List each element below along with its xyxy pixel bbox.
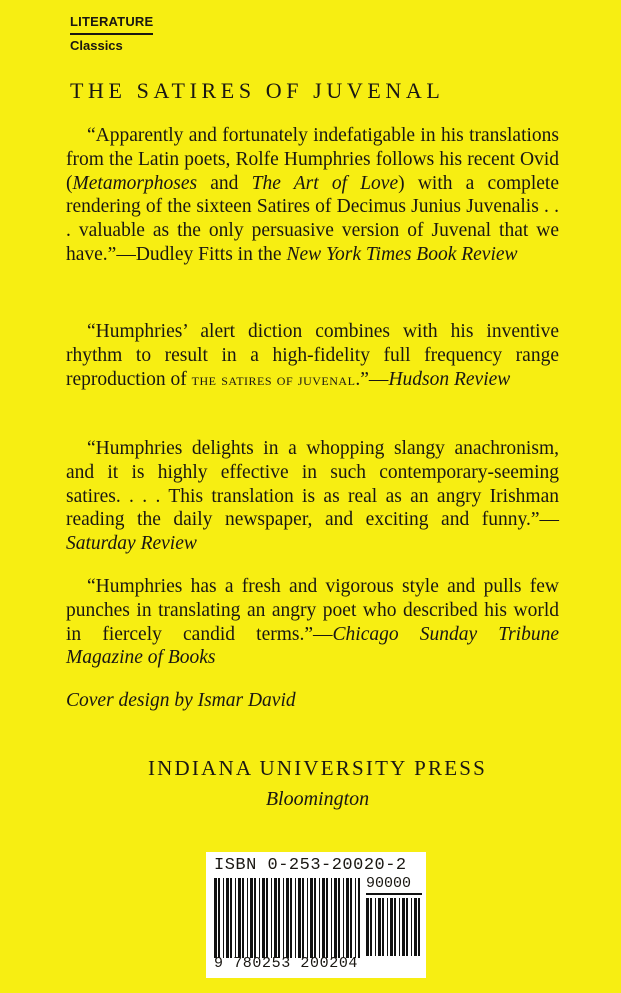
review-quote-1: “Apparently and fortunately indefatigable in his translations from the Latin poets, Rolfe Humphries follows his recent Ovid (Metamorphoses and The Art of Love) with a complete rendering of the sixteen Satires of Decimus Junius Juvenalis . . . valuable as the only persuasive version of Juvenal that we have.”—Dudley Fitts in the New York Times Book Review (66, 125, 560, 265)
barcode-bar (266, 878, 268, 958)
price-code: 90000 (366, 875, 412, 892)
cover-credit: Cover design by Ismar David (66, 690, 296, 711)
barcode-bar (254, 878, 256, 958)
barcode-bar (295, 878, 296, 958)
quote-source: New York Times Book Review (286, 243, 518, 265)
quote-source: Hudson Review (388, 368, 511, 390)
barcode-bar (286, 878, 289, 958)
barcode-bar (343, 878, 344, 958)
barcode-bar (214, 878, 217, 958)
barcode-bar (350, 878, 352, 958)
barcode-bar (375, 898, 376, 956)
book-title: THE SATIRES OF JUVENAL (70, 78, 445, 103)
barcode-bar (271, 878, 272, 958)
barcode-bar (250, 878, 253, 958)
barcode-bar (378, 898, 381, 956)
barcode-bar (334, 878, 337, 958)
barcode-bar (399, 898, 400, 956)
barcode-bar (331, 878, 332, 958)
quote-source: Chicago Sunday Tribune Magazine of Books (66, 623, 559, 669)
quote-source: Saturday Review (66, 533, 197, 555)
barcode-bar (223, 878, 224, 958)
barcode-bar (358, 878, 360, 958)
barcode-bar (394, 898, 396, 956)
barcode-bar (355, 878, 356, 958)
publisher-city: Bloomington (265, 788, 370, 810)
publisher-name: INDIANA UNIVERSITY PRESS (147, 756, 488, 780)
barcode-bar (262, 878, 265, 958)
barcode-bar (314, 878, 316, 958)
barcode-bar (298, 878, 301, 958)
isbn-text: ISBN 0-253-20020-2 (214, 856, 407, 875)
barcode-bar (238, 878, 241, 958)
barcode-bar (218, 878, 220, 958)
barcode-bar (414, 898, 417, 956)
barcode-bar (226, 878, 229, 958)
barcode-bar (247, 878, 248, 958)
review-quote-3: “Humphries delights in a whopping slangy anachronism, and it is highly effective in such contemporary-seeming satires. . . . This translation is as real as an angry Irishman reading the daily newspaper, and exciting and funny.”—Saturday Review (66, 438, 559, 555)
category-main: LITERATURE (70, 12, 153, 35)
ean-number: 9 780253 200204 (214, 955, 359, 972)
barcode-bar (230, 878, 232, 958)
ean-barcode (214, 878, 360, 958)
barcode-bar (242, 878, 244, 958)
barcode-label (206, 852, 426, 978)
barcode-bar (346, 878, 349, 958)
barcode-bar (387, 898, 388, 956)
barcode-bar (290, 878, 292, 958)
barcode-bar (319, 878, 320, 958)
barcode-bar (338, 878, 340, 958)
barcode-bar (307, 878, 308, 958)
barcode-bar (283, 878, 284, 958)
price-code-rule (366, 893, 422, 895)
category-sub: Classics (70, 38, 123, 53)
barcode-bar (418, 898, 420, 956)
barcode-bar (322, 878, 325, 958)
barcode-bar (278, 878, 280, 958)
barcode-bar (310, 878, 313, 958)
barcode-bar (326, 878, 328, 958)
category-label (70, 12, 153, 56)
barcode-bar (235, 878, 236, 958)
barcode-bar (370, 898, 372, 956)
review-quote-2: “Humphries’ alert diction combines with his inventive rhythm to result in a high-fidelity full frequency range reproduction of the satires of juvenal.”—Hudson Review (66, 321, 559, 390)
barcode-bar (274, 878, 277, 958)
barcode-bar (390, 898, 393, 956)
barcode-bar (411, 898, 412, 956)
barcode-bar (382, 898, 384, 956)
barcode-bar (406, 898, 408, 956)
addon-barcode (366, 898, 422, 956)
barcode-bar (259, 878, 260, 958)
barcode-bar (302, 878, 304, 958)
barcode-bar (366, 898, 369, 956)
review-quote-4: “Humphries has a fresh and vigorous style and pulls few punches in translating an angry poet who described his world in fiercely candid terms.”—Chicago Sunday Tribune Magazine of Books (66, 576, 559, 669)
barcode-bar (402, 898, 405, 956)
